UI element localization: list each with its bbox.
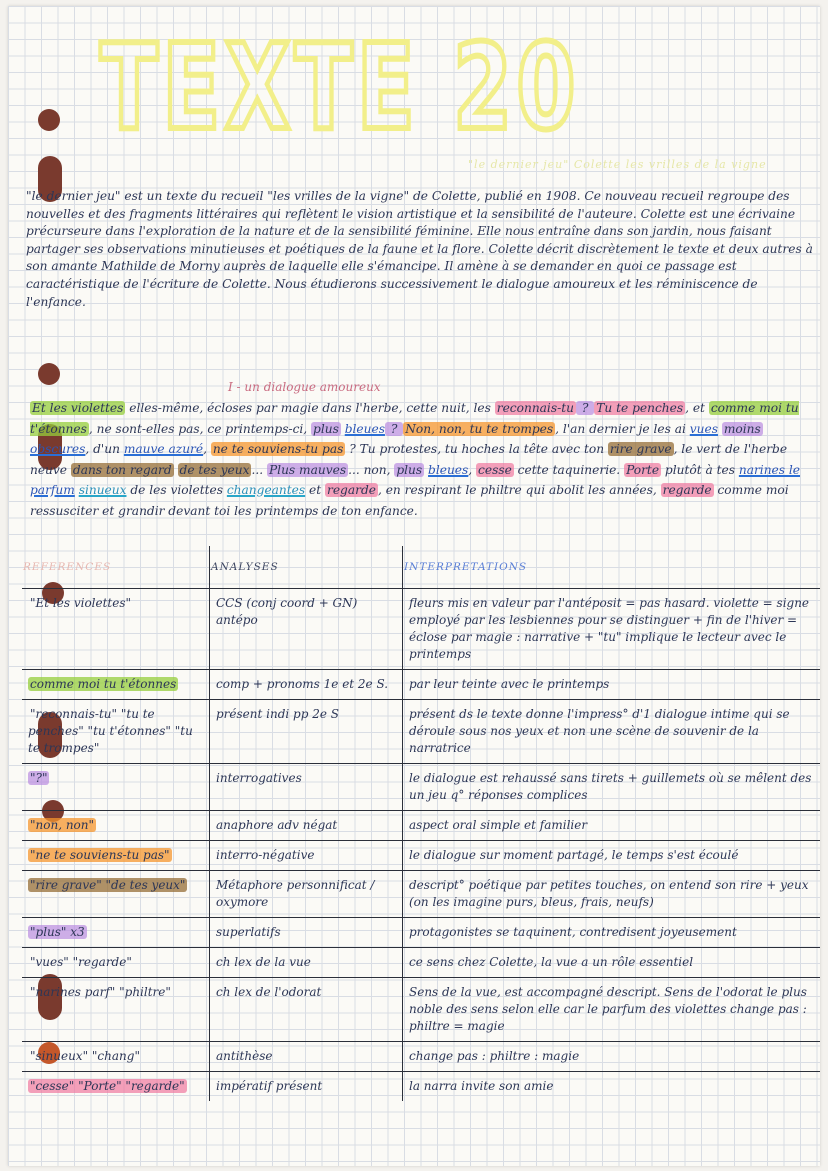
table-row (22, 764, 820, 811)
notebook-page (8, 6, 820, 1166)
interpretation-cell (403, 700, 821, 764)
excerpt-span: Non, non, tu te trompes (405, 421, 554, 436)
analysis-cell-text: anaphore adv négat (216, 818, 338, 832)
analysis-cell (210, 1042, 403, 1072)
excerpt-span: comme moi ressusciter et grandir devant toi les printemps de ton enfance. (30, 483, 789, 518)
interpretation-cell-text: la narra invite son amie (409, 1079, 554, 1093)
column-header-interpretations: INTERPRETATIONS (403, 546, 821, 589)
excerpt-span: , et (685, 401, 709, 415)
excerpt-span: cesse (478, 462, 512, 477)
excerpt-span: obscures (30, 442, 86, 456)
excerpt-span: , ne sont-elles pas, ce printemps-ci, (88, 421, 312, 436)
excerpt-span: regarde (662, 483, 712, 497)
analysis-cell-text: Métaphore personnificat / oxymore (216, 878, 375, 909)
reference-cell-text: "cesse" "Porte" "regarde" (30, 1079, 185, 1093)
text-excerpt (30, 398, 820, 521)
interpretation-cell (403, 871, 821, 918)
reference-cell-text: "ne te souviens-tu pas" (30, 848, 170, 862)
analysis-cell-text: antithèse (216, 1049, 273, 1063)
excerpt-span: vues (689, 421, 718, 436)
reference-cell-text: "rire grave" "de tes yeux" (30, 878, 186, 892)
analysis-cell (210, 764, 403, 811)
interpretation-cell-text: protagonistes se taquinent, contredisent joyeusement (409, 925, 737, 939)
excerpt-span: , (468, 462, 477, 477)
excerpt-span: et (305, 483, 326, 497)
column-header-references: REFERENCES (23, 561, 112, 573)
interpretation-cell (403, 764, 821, 811)
reference-cell (22, 589, 210, 670)
analysis-cell (210, 670, 403, 700)
table-row (22, 700, 820, 764)
excerpt-span: de tes yeux (179, 462, 250, 477)
reference-cell (22, 978, 210, 1042)
excerpt-span: ... (251, 462, 267, 477)
excerpt-span: rire grave (609, 442, 672, 456)
excerpt-span: bleues (428, 462, 469, 477)
excerpt-span: sinueux (78, 483, 127, 497)
excerpt-span: plutôt à tes (661, 462, 739, 477)
interpretation-cell-text: le dialogue sur moment partagé, le temps s'est écoulé (409, 848, 739, 862)
reference-cell (22, 764, 210, 811)
reference-cell (22, 700, 210, 764)
reference-cell-text: "non, non" (30, 818, 95, 832)
table-row (22, 871, 820, 918)
reference-cell-text: "reconnais-tu" "tu te penches" "tu t'étonnes" "tu te trompes" (28, 707, 193, 755)
binder-hole (38, 363, 60, 385)
reference-cell (22, 811, 210, 841)
excerpt-span: , l'an dernier je les ai (555, 421, 690, 436)
excerpt-span: cette taquinerie. (513, 462, 625, 477)
excerpt-span: Plus mauves (268, 462, 347, 477)
reference-cell (22, 871, 210, 918)
analysis-cell (210, 1072, 403, 1102)
table-row (22, 811, 820, 841)
interpretation-cell (403, 811, 821, 841)
interpretation-cell (403, 841, 821, 871)
analysis-cell (210, 918, 403, 948)
excerpt-span: reconnais-tu (496, 401, 574, 415)
analysis-cell (210, 811, 403, 841)
table-row (22, 978, 820, 1042)
excerpt-span: ... non, (348, 462, 395, 477)
intro-paragraph: "le dernier jeu" est un texte du recueil "les vrilles de la vigne" de Colette, publié en 1908. Ce nouveau recueil regroupe des nouvelles et des fragments littéraires qui reflètent le vision artistique et la sensibilité de l'auteure. Colette est une écrivaine précurseure dans l'exploration de la nature et de la sensibilité féminine. Elle nous entraîne dans son jardin, nous faisant partager ses observations minutieuses et poétiques de la faune et la flore. Colette décrit discrètement le texte et deux autres à son amante Mathilde de Morny auprès de laquelle elle s'émancipe. Il amène à se demander en quoi ce passage est caractéristique de l'écriture de Colette. Nous étudierons successivement le dialogue amoureux et les réminiscence de l'enfance. (26, 189, 813, 309)
interpretation-cell-text: descript° poétique par petites touches, on entend son rire + yeux (on les imagine purs, bleus, frais, neufs) (409, 878, 809, 909)
analysis-cell (210, 841, 403, 871)
excerpt-span: elles-même, écloses par magie dans l'herbe, cette nuit, les (125, 401, 495, 415)
excerpt-span: , en respirant le philtre qui abolit les années, (377, 483, 661, 497)
interpretation-cell (403, 948, 821, 978)
reference-cell-text: "plus" x3 (30, 925, 85, 939)
excerpt-span: de les violettes (126, 483, 227, 497)
column-header-analyses: ANALYSES (210, 546, 403, 589)
excerpt-span: Tu te penches (596, 401, 684, 415)
reference-cell-text: "?" (30, 771, 48, 785)
analysis-table (22, 546, 820, 1101)
excerpt-span: ? (577, 401, 593, 415)
excerpt-span: changeantes (226, 483, 306, 497)
interpretation-cell-text: par leur teinte avec le printemps (409, 677, 610, 691)
analysis-cell-text: comp + pronoms 1e et 2e S. (216, 677, 389, 691)
excerpt-span: ne te souviens-tu pas (212, 442, 344, 456)
analysis-cell-text: ch lex de la vue (216, 955, 311, 969)
analysis-cell-text: présent indi pp 2e S (216, 707, 339, 721)
reference-cell-text: comme moi tu t'étonnes (30, 677, 177, 691)
excerpt-span: comme moi tu t'étonnes (30, 401, 799, 436)
analysis-cell (210, 978, 403, 1042)
interpretation-cell (403, 1072, 821, 1102)
table-row (22, 841, 820, 871)
interpretation-cell (403, 918, 821, 948)
reference-cell (22, 670, 210, 700)
excerpt-span: plus (396, 462, 423, 477)
interpretation-cell-text: change pas : philtre : magie (409, 1049, 580, 1063)
analysis-cell-text: CCS (conj coord + GN) antépo (216, 596, 358, 627)
reference-cell-text: "Et les violettes" (30, 596, 132, 610)
reference-cell (22, 918, 210, 948)
excerpt-span: ? Tu protestes, tu hoches la tête avec ton (345, 442, 608, 456)
table-row (22, 1072, 820, 1102)
analysis-cell-text: superlatifs (216, 925, 281, 939)
table-row (22, 1042, 820, 1072)
table-row (22, 670, 820, 700)
reference-cell (22, 1042, 210, 1072)
interpretation-cell-text: le dialogue est rehaussé sans tirets + guillemets où se mêlent des un jeu q° réponses complices (409, 771, 812, 802)
analysis-cell-text: ch lex de l'odorat (216, 985, 322, 999)
analysis-cell-text: impératif présent (216, 1079, 323, 1093)
interpretation-cell-text: Sens de la vue, est accompagné descript. Sens de l'odorat le plus noble des sens selon elle car le parfum des violettes change pas : philtre = magie (409, 985, 807, 1033)
analysis-cell-text: interro-négative (216, 848, 315, 862)
table-row (22, 589, 820, 670)
table-row (22, 918, 820, 948)
interpretation-cell-text: fleurs mis en valeur par l'antéposit = pas hasard. violette = signe employé par les lesbiennes pour se distinguer + fin de l'hiver = éclose par magie : narrative + "tu" implique le lecteur avec le printemps (409, 596, 810, 661)
excerpt-span: , (203, 442, 211, 456)
reference-cell (22, 841, 210, 871)
binder-hole (38, 109, 60, 131)
reference-cell (22, 1072, 210, 1102)
excerpt-span: , d'un (85, 442, 124, 456)
excerpt-span: moins (723, 421, 761, 436)
reference-cell-text: "vues" "regarde" (30, 955, 132, 969)
interpretation-cell-text: aspect oral simple et familier (409, 818, 588, 832)
interpretation-cell-text: présent ds le texte donne l'impress° d'1 dialogue intime qui se déroule sous nos yeux et non une scène de souvenir de la narratrice (409, 707, 790, 755)
analysis-cell (210, 700, 403, 764)
excerpt-span: Et les violettes (32, 401, 124, 415)
page-title: TEXTE 20 (100, 18, 580, 156)
excerpt-span: ? (386, 421, 402, 436)
excerpt-span: bleues (344, 421, 385, 436)
excerpt-span: plus (313, 421, 339, 436)
excerpt-span (174, 463, 178, 477)
excerpt-span: narines le parfum (30, 462, 800, 497)
interpretation-cell (403, 670, 821, 700)
excerpt-span: dans ton regard (72, 462, 172, 477)
table-row (22, 948, 820, 978)
interpretation-cell-text: ce sens chez Colette, la vue a un rôle essentiel (409, 955, 694, 969)
excerpt-span: Porte (626, 462, 660, 477)
excerpt-span: mauve azuré (123, 442, 204, 456)
reference-cell (22, 948, 210, 978)
reference-cell-text: "sinueux" "chang" (30, 1049, 140, 1063)
analysis-cell-text: interrogatives (216, 771, 302, 785)
section-title: I - un dialogue amoureux (228, 380, 381, 394)
interpretation-cell (403, 978, 821, 1042)
excerpt-span: , le vert de l'herbe neuve (30, 442, 788, 477)
analysis-cell (210, 871, 403, 918)
page-subtitle: "le dernier jeu" Colette les vrilles de la vigne (468, 158, 767, 171)
interpretation-cell (403, 589, 821, 670)
reference-cell-text: "narines parf" "philtre" (30, 985, 171, 999)
analysis-cell (210, 948, 403, 978)
interpretation-cell (403, 1042, 821, 1072)
analysis-cell (210, 589, 403, 670)
excerpt-span: regarde (327, 483, 376, 497)
